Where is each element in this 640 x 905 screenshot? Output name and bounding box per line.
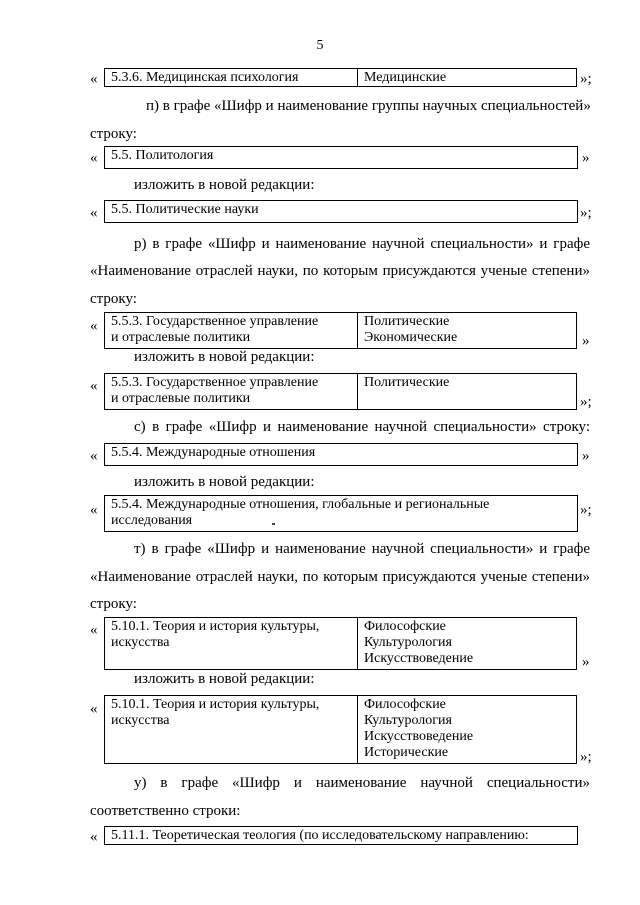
paragraph-r: р) в графе «Шифр и наименование научной специальности» и графе: [134, 236, 590, 252]
paragraph-stroku: строку:: [90, 596, 137, 612]
table-row-2: [104, 146, 578, 169]
cell-line: исследования: [111, 513, 193, 528]
cell-line: Искусствоведение: [364, 651, 474, 666]
table-row-9: [104, 695, 577, 764]
close-quote: »: [582, 654, 590, 670]
paragraph-sootvetstvenno: соответственно строки:: [90, 803, 241, 819]
close-quote: »: [582, 150, 590, 166]
paragraph-stroku: строку:: [90, 291, 137, 307]
open-quote: «: [90, 448, 98, 464]
paragraph-t: т) в графе «Шифр и наименование научной специальности» и графе: [134, 541, 590, 557]
close-quote: »;: [580, 502, 592, 518]
cell-specialty: 5.11.1. Теоретическая теология (по исследовательскому направлению:: [111, 828, 529, 843]
open-quote: «: [90, 829, 98, 845]
paragraph-u: у) в графе «Шифр и наименование научной специальности»: [134, 775, 590, 791]
cell-line: Культурология: [364, 713, 452, 728]
table-row-6: [104, 443, 578, 466]
cell-specialty: 5.3.6. Медицинская психология: [111, 70, 299, 85]
cell-line: 5.10.1. Теория и история культуры,: [111, 697, 320, 712]
cell-line: 5.5.3. Государственное управление: [111, 314, 319, 329]
paragraph-naimenovanie: «Наименование отраслей науки, по которым присуждаются ученые степени»: [90, 569, 590, 585]
close-quote: »: [582, 448, 590, 464]
table-row-10: [104, 826, 578, 845]
close-quote: »;: [580, 205, 592, 221]
close-quote: »;: [580, 749, 592, 765]
cell-line: и отраслевые политики: [111, 391, 251, 406]
open-quote: «: [90, 502, 98, 518]
cell-line: Экономические: [364, 330, 458, 345]
table-row-4: [104, 312, 577, 349]
open-quote: «: [90, 701, 98, 717]
page-number: 5: [316, 38, 324, 53]
cell-specialty: 5.5. Политология: [111, 148, 214, 163]
cell-line: Культурология: [364, 635, 452, 650]
table-row-8: [104, 617, 577, 670]
paragraph-s: с) в графе «Шифр и наименование научной специальности» строку:: [134, 419, 590, 435]
cell-science-branch: Медицинские: [364, 70, 447, 85]
open-quote: «: [90, 71, 98, 87]
close-quote: »;: [580, 71, 592, 87]
open-quote: «: [90, 622, 98, 638]
table-row-5: [104, 373, 577, 410]
close-quote: »: [582, 333, 590, 349]
table-row-3: [104, 200, 578, 223]
cell-line: Искусствоведение: [364, 729, 474, 744]
open-quote: «: [90, 378, 98, 394]
table-row-1: [104, 68, 577, 87]
table-row-7: [104, 495, 578, 532]
paragraph-stroku: строку:: [90, 126, 137, 142]
cell-specialty: 5.5.4. Международные отношения: [111, 445, 316, 460]
paragraph-izlozhit: изложить в новой редакции:: [134, 349, 315, 365]
close-quote: »;: [580, 394, 592, 410]
cell-line: Философские: [364, 697, 446, 712]
cell-specialty: 5.5. Политические науки: [111, 202, 259, 217]
scan-speck: [272, 523, 275, 525]
paragraph-izlozhit: изложить в новой редакции:: [134, 671, 315, 687]
open-quote: «: [90, 150, 98, 166]
cell-line: Философские: [364, 619, 446, 634]
paragraph-p: п) в графе «Шифр и наименование группы научных специальностей»: [146, 98, 591, 114]
paragraph-izlozhit: изложить в новой редакции:: [134, 474, 315, 490]
cell-line: искусства: [111, 635, 170, 650]
cell-line: 5.10.1. Теория и история культуры,: [111, 619, 320, 634]
cell-line: Политические: [364, 314, 450, 329]
open-quote: «: [90, 318, 98, 334]
cell-line: 5.5.3. Государственное управление: [111, 375, 319, 390]
cell-line: 5.5.4. Международные отношения, глобальные и региональные: [111, 497, 490, 512]
cell-line: Исторические: [364, 745, 449, 760]
paragraph-naimenovanie: «Наименование отраслей науки, по которым присуждаются ученые степени»: [90, 263, 590, 279]
cell-line: и отраслевые политики: [111, 330, 251, 345]
open-quote: «: [90, 205, 98, 221]
cell-line: Политические: [364, 375, 450, 390]
paragraph-izlozhit: изложить в новой редакции:: [134, 177, 315, 193]
cell-line: искусства: [111, 713, 170, 728]
